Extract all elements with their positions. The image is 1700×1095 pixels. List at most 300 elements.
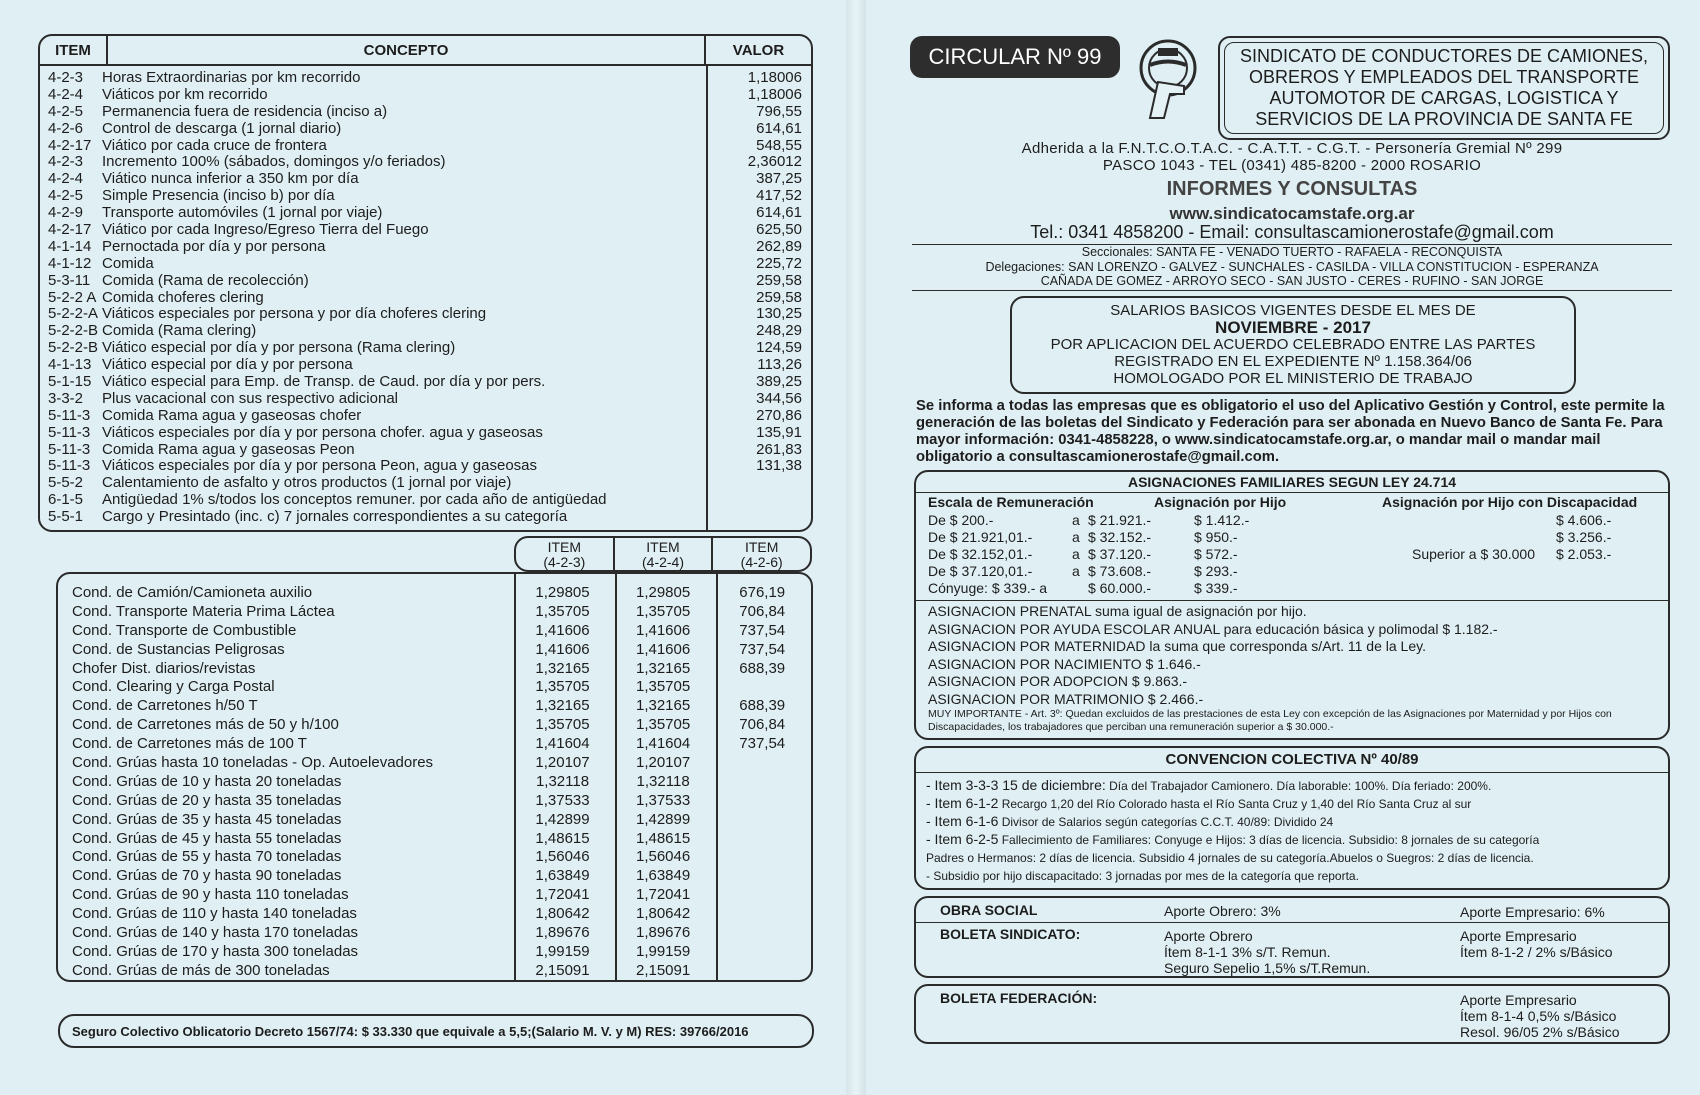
- divider: [916, 600, 1668, 601]
- value-4-2-4: 1,80642: [635, 905, 691, 923]
- convencion-box: [914, 746, 1670, 890]
- valor: 1,18006: [747, 85, 802, 103]
- value-4-2-3: 1,20107: [535, 754, 590, 772]
- item-code: 5-11-3: [48, 406, 91, 424]
- item-code: 4-2-4: [48, 85, 84, 103]
- convencion-item-text: Día del Trabajador Camionero. Día laborable: 100%. Día feriado: 200%.: [1105, 779, 1492, 793]
- seccionales-line: Seccionales: SANTA FE - VENADO TUERTO - RAFAELA - RECONQUISTA: [1081, 245, 1503, 259]
- category-name: Cond. Grúas hasta 10 toneladas - Op. Autoelevadores: [72, 754, 434, 772]
- table-row: [58, 584, 811, 603]
- obra-social-empresario: Aporte Empresario: 6%: [1460, 904, 1605, 920]
- value-4-2-3: 1,99159: [535, 942, 590, 960]
- header-item: ITEM: [40, 36, 108, 64]
- table-row: [40, 239, 811, 256]
- concepto: Viáticos especiales por día y por persona Peon, agua y gaseosas: [102, 457, 537, 475]
- convencion-title: CONVENCION COLECTIVA Nº 40/89: [916, 748, 1668, 773]
- value-4-2-6: 706,84: [739, 716, 786, 734]
- value-4-2-3: 1,56046: [535, 848, 590, 866]
- value-4-2-4: 1,41606: [635, 640, 691, 658]
- value-4-2-4: 1,99159: [635, 942, 691, 960]
- valor: [710, 492, 802, 509]
- header-col-a-l1: ITEM: [547, 539, 582, 555]
- category-name: Cond. Grúas de 45 y hasta 55 toneladas: [72, 829, 342, 847]
- convencion-item-text: Padres o Hermanos: 2 días de licencia. Subsidio 4 jornales de su categoría.Abuelos o Suegros: 2 días de licencia.: [926, 851, 1534, 865]
- table-row: [58, 886, 811, 905]
- importante-note: MUY IMPORTANTE - Art. 3º: Quedan excluidos de las prestaciones de esta Ley con excepción de las Asignaciones por Maternidad y por Hijos con Discapacidades, los trabajadores que perciban una remuneración superior a $ 30.000.-: [928, 708, 1612, 733]
- valor: 113,26: [757, 356, 802, 374]
- table-row: [58, 905, 811, 924]
- salarios-line-1: SALARIOS BASICOS VIGENTES DESDE EL MES DE: [1110, 302, 1476, 319]
- value-4-2-4: 2,15091: [635, 961, 691, 979]
- header-col-b-l2: (4-2-4): [642, 554, 685, 570]
- value-4-2-4: 1,89676: [635, 924, 691, 942]
- convencion-list: [926, 777, 1668, 885]
- value-4-2-3: 1,72041: [535, 886, 590, 904]
- table-row: [40, 222, 811, 239]
- value-4-2-6: 706,84: [739, 602, 786, 620]
- aportes-box: [914, 896, 1670, 978]
- union-logo-icon: [1136, 38, 1200, 122]
- value-4-2-3: 1,80642: [535, 905, 590, 923]
- asignacion-line: ASIGNACION POR ADOPCION $ 9.863.-: [928, 673, 1188, 689]
- salarios-line-3: POR APLICACION DEL ACUERDO CELEBRADO ENTRE LAS PARTES: [1050, 336, 1536, 353]
- table-row: [40, 138, 811, 155]
- table-row: [58, 943, 811, 962]
- concepto: Permanencia fuera de residencia (inciso a): [102, 102, 388, 120]
- asignacion-line: ASIGNACION PRENATAL suma igual de asignación por hijo.: [928, 603, 1307, 619]
- value-4-2-3: 1,48615: [535, 829, 590, 847]
- value-4-2-4: 1,72041: [635, 886, 691, 904]
- asignacion-de: Cónyuge: $ 339.- a: [928, 580, 1048, 596]
- value-4-2-6: [713, 678, 811, 697]
- table-row: [40, 205, 811, 222]
- table-row: [58, 924, 811, 943]
- concepto: Antigüedad 1% s/todos los conceptos remuner. por cada año de antigüedad: [102, 491, 607, 509]
- obrero-line-3: Seguro Sepelio 1,5% s/T.Remun.: [1164, 960, 1371, 976]
- value-4-2-6: [713, 867, 811, 886]
- value-4-2-6: 737,54: [739, 735, 786, 753]
- asignacion-a: a: [1072, 563, 1080, 579]
- valor: 614,61: [756, 204, 802, 222]
- valor: 131,38: [756, 457, 802, 475]
- table-row: [40, 70, 811, 87]
- value-4-2-6: [713, 792, 811, 811]
- circular-badge: CIRCULAR Nº 99: [910, 36, 1120, 78]
- value-4-2-6: [713, 848, 811, 867]
- item-code: 4-2-5: [48, 187, 84, 205]
- table-row: [58, 848, 811, 867]
- value-4-2-3: 1,41604: [535, 735, 590, 753]
- valor: 259,58: [756, 288, 802, 306]
- value-4-2-6: [713, 943, 811, 962]
- concepto: Viático especial por día y por persona: [102, 356, 353, 374]
- category-name: Cond. Grúas de 110 y hasta 140 toneladas: [72, 905, 357, 923]
- category-name: Cond. Transporte Materia Prima Láctea: [72, 602, 335, 620]
- value-4-2-4: 1,41604: [635, 735, 691, 753]
- value-4-2-4: 1,32165: [635, 659, 691, 677]
- convencion-item-text: Divisor de Salarios según categorías C.C.T. 40/89: Dividido 24: [998, 815, 1334, 829]
- salarios-line-4: REGISTRADO EN EL EXPEDIENTE Nº 1.158.364/06: [1114, 353, 1472, 370]
- item-code: 5-2-2-B: [48, 322, 99, 340]
- table-row: [40, 442, 811, 459]
- item-code: 4-1-13: [48, 356, 92, 374]
- convencion-item-key: - Item 6-2-5: [926, 831, 999, 847]
- valor: 225,72: [756, 254, 802, 272]
- valor: 262,89: [756, 237, 802, 255]
- valor: 248,29: [756, 322, 802, 340]
- affiliation-line: Adherida a la F.N.T.C.O.T.A.C. - C.A.T.T. - C.G.T. - Personería Gremial Nº 299: [1021, 140, 1563, 157]
- valor: 261,83: [756, 440, 802, 458]
- category-name: Cond. de Carretones más de 100 T: [72, 735, 307, 753]
- value-4-2-4: 1,41606: [635, 621, 691, 639]
- table-row: [40, 357, 811, 374]
- informes-title: INFORMES Y CONSULTAS: [1166, 178, 1418, 200]
- convencion-item-text: - Subsidio por hijo discapacitado: 3 jornadas por mes de la categoría que reporta.: [926, 869, 1359, 883]
- valor: 344,56: [756, 389, 802, 407]
- delegaciones-line-2: CAÑADA DE GOMEZ - ARROYO SECO - SAN JUSTO - CERES - RUFINO - SAN JORGE: [1040, 274, 1544, 288]
- item-code: 5-2-2-B: [48, 339, 99, 357]
- convencion-item-key: - Item 6-1-2: [926, 795, 999, 811]
- category-name: Cond. de Camión/Camioneta auxilio: [72, 584, 313, 601]
- item-code: 4-2-9: [48, 204, 84, 222]
- union-line-2: OBREROS Y EMPLEADOS DEL TRANSPORTE: [1248, 67, 1640, 87]
- valor: 548,55: [756, 136, 802, 154]
- website-link[interactable]: www.sindicatocamstafe.org.ar: [1169, 204, 1415, 223]
- table-row: [40, 290, 811, 307]
- header-col-b-l1: ITEM: [646, 539, 680, 555]
- table-row: [40, 458, 811, 475]
- table-row: [58, 867, 811, 886]
- asignacion-line: ASIGNACION POR MATRIMONIO $ 2.466.-: [928, 690, 1204, 707]
- category-name: Cond. Grúas de 70 y hasta 90 toneladas: [72, 867, 342, 885]
- concepto: Calentamiento de asfalto y otros productos (1 jornal por viaje): [102, 474, 512, 492]
- convencion-item-key: - Item 3-3-3 15 de diciembre:: [926, 777, 1106, 793]
- item-code: 5-5-1: [48, 508, 84, 526]
- concepto: Comida (Rama de recolección): [102, 271, 309, 289]
- concepto: Simple Presencia (inciso b) por día: [102, 187, 335, 205]
- value-4-2-6: 676,19: [739, 584, 786, 601]
- asignacion-hasta: $ 37.120.-: [1088, 546, 1152, 562]
- branches: [912, 245, 1672, 289]
- value-4-2-4: 1,56046: [635, 848, 691, 866]
- value-4-2-6: [713, 830, 811, 849]
- concepto: Viático por cada cruce de frontera: [102, 136, 327, 154]
- category-name: Chofer Dist. diarios/revistas: [72, 659, 256, 677]
- items-table-header: [40, 36, 811, 66]
- item-code: 5-5-2: [48, 474, 84, 492]
- value-4-2-3: 1,35705: [535, 678, 590, 696]
- item-code: 4-1-14: [48, 237, 92, 255]
- concepto: Horas Extraordinarias por km recorrido: [102, 69, 361, 86]
- table-row: [58, 962, 811, 981]
- asignacion-a: a: [1072, 529, 1080, 545]
- asignacion-hasta: $ 21.921.-: [1088, 512, 1152, 528]
- table-row: [58, 811, 811, 830]
- value-4-2-4: 1,35705: [635, 716, 691, 734]
- value-4-2-3: 1,35705: [535, 716, 590, 734]
- value-4-2-4: 1,37533: [635, 791, 691, 809]
- convencion-item: [926, 831, 1668, 849]
- asignacion-hasta: $ 60.000.-: [1088, 580, 1152, 596]
- asignacion-de: De $ 200.-: [928, 512, 994, 528]
- table-row: [58, 830, 811, 849]
- concepto: Comida (Rama clering): [102, 322, 257, 340]
- valor: 259,58: [756, 271, 802, 289]
- value-4-2-3: 1,29805: [535, 584, 590, 601]
- asignacion-line: ASIGNACION POR AYUDA ESCOLAR ANUAL para educación básica y polimodal $ 1.182.-: [928, 620, 1498, 637]
- asignaciones-title: ASIGNACIONES FAMILIARES SEGUN LEY 24.714: [1127, 474, 1457, 490]
- valor: 417,52: [756, 187, 802, 205]
- concepto: Comida Rama agua y gaseosas Peon: [102, 440, 355, 458]
- category-name: Cond. Grúas de 20 y hasta 35 toneladas: [72, 791, 342, 809]
- category-name: Cond. de Sustancias Peligrosas: [72, 640, 285, 658]
- affiliation: [912, 140, 1672, 174]
- valor: 1,18006: [747, 69, 802, 86]
- convencion-item: [926, 849, 1668, 867]
- table-row: [58, 773, 811, 792]
- item-code: 5-2-2 A: [48, 288, 97, 306]
- rates-table-header: [514, 536, 812, 572]
- table-row: [40, 408, 811, 425]
- valor: 270,86: [756, 406, 802, 424]
- boleta-federacion-empresario: [1460, 992, 1620, 1040]
- concepto: Viáticos especiales por persona y por día choferes clering: [102, 305, 487, 323]
- union-name-box: [1218, 36, 1670, 140]
- union-line-1: SINDICATO DE CONDUCTORES DE CAMIONES,: [1239, 46, 1649, 66]
- category-name: Cond. de Carretones más de 50 y h/100: [72, 716, 339, 734]
- value-4-2-3: 1,35705: [535, 602, 590, 620]
- table-row: [40, 256, 811, 273]
- table-row: [40, 273, 811, 290]
- item-code: 4-2-3: [48, 153, 84, 171]
- value-4-2-6: [713, 811, 811, 830]
- category-name: Cond. Grúas de más de 300 toneladas: [72, 961, 330, 979]
- salarios-box: [1010, 296, 1576, 394]
- asignacion-a: a: [1072, 546, 1080, 562]
- col-escala: Escala de Remuneración: [928, 494, 1094, 510]
- valor: 2,36012: [747, 153, 802, 171]
- header-col-b: [613, 538, 712, 570]
- value-4-2-3: 1,41606: [535, 640, 590, 658]
- concepto: Plus vacacional con sus respectivo adicional: [102, 389, 398, 407]
- divider: [912, 290, 1672, 291]
- value-4-2-3: 1,32118: [535, 772, 590, 790]
- concepto: Cargo y Presintado (inc. c) 7 jornales correspondientes a su categoría: [102, 508, 568, 526]
- fed-line-3: Resol. 96/05 2% s/Básico: [1460, 1024, 1620, 1040]
- valor: 614,61: [756, 119, 802, 137]
- table-row: [58, 603, 811, 622]
- concepto: Pernoctada por día y por persona: [102, 237, 326, 255]
- table-row: [40, 323, 811, 340]
- table-row: [58, 641, 811, 660]
- asignacion-disc: $ 3.256.-: [1556, 529, 1612, 545]
- rates-table-body: [58, 584, 811, 981]
- union-line-4: SERVICIOS DE LA PROVINCIA DE SANTA FE: [1255, 109, 1633, 129]
- concepto: Transporte automóviles (1 jornal por viaje): [102, 204, 383, 222]
- convencion-item-text: Recargo 1,20 del Río Colorado hasta el Río Santa Cruz y 1,40 del Río Santa Cruz al sur: [998, 797, 1472, 811]
- asignacion-hijo: $ 293.-: [1194, 563, 1238, 579]
- table-row: [40, 104, 811, 121]
- item-code: 4-2-4: [48, 170, 84, 188]
- valor: [710, 509, 802, 526]
- divider: [916, 492, 1668, 493]
- concepto: Comida: [102, 254, 154, 272]
- category-name: Cond. Grúas de 90 y hasta 110 toneladas: [72, 886, 349, 904]
- col-discapacidad: Asignación por Hijo con Discapacidad: [1382, 494, 1638, 510]
- table-row: [58, 754, 811, 773]
- value-4-2-3: 1,41606: [535, 621, 590, 639]
- boleta-federacion-box: [914, 984, 1670, 1044]
- table-row: [58, 735, 811, 754]
- convencion-item: [926, 813, 1668, 831]
- address-line: PASCO 1043 - TEL (0341) 485-8200 - 2000 ROSARIO: [1102, 157, 1482, 174]
- concepto: Viático nunca inferior a 350 km por día: [102, 170, 359, 188]
- category-name: Cond. Grúas de 170 y hasta 300 toneladas: [72, 942, 359, 960]
- table-row: [40, 188, 811, 205]
- header-col-c-l2: (4-2-6): [740, 554, 783, 570]
- table-row: [40, 306, 811, 323]
- header-col-c: [711, 538, 810, 570]
- value-4-2-4: 1,42899: [635, 810, 691, 828]
- table-row: [40, 509, 811, 526]
- item-code: 4-2-17: [48, 221, 92, 239]
- salarios-line-5: HOMOLOGADO POR EL MINISTERIO DE TRABAJO: [1113, 370, 1473, 387]
- table-row: [58, 697, 811, 716]
- table-row: [58, 622, 811, 641]
- col-hijo: Asignación por Hijo: [1154, 494, 1287, 510]
- header-concepto: CONCEPTO: [108, 36, 706, 64]
- value-4-2-4: 1,35705: [635, 602, 691, 620]
- item-code: 5-11-3: [48, 440, 91, 458]
- union-line-3: AUTOMOTOR DE CARGAS, LOGISTICA Y: [1269, 88, 1619, 108]
- value-4-2-4: 1,35705: [635, 678, 691, 696]
- items-table: [38, 34, 813, 532]
- contact-line: Tel.: 0341 4858200 - Email: consultascamionerostafe@gmail.com: [1030, 222, 1554, 242]
- valor: 130,25: [756, 305, 802, 323]
- category-name: Cond. Transporte de Combustible: [72, 621, 297, 639]
- item-code: 5-3-11: [48, 271, 91, 289]
- seguro-note: Seguro Colectivo Oblicatorio Decreto 1567/74: $ 33.330 que equivale a 5,5;(Salario M. V. y M) RES: 39766/2016: [58, 1014, 814, 1048]
- convencion-item: [926, 777, 1668, 795]
- value-4-2-3: 1,37533: [535, 791, 590, 809]
- boleta-sindicato-obrero: [1164, 928, 1370, 976]
- asignacion-de: De $ 37.120,01.-: [928, 563, 1033, 579]
- value-4-2-6: [713, 924, 811, 943]
- asignacion-disc-label: Superior a $ 30.000: [1412, 546, 1535, 562]
- value-4-2-4: 1,20107: [635, 754, 691, 772]
- table-row: [40, 154, 811, 171]
- value-4-2-6: [713, 962, 811, 981]
- valor: 625,50: [756, 221, 802, 239]
- concepto: Control de descarga (1 jornal diario): [102, 119, 342, 137]
- empresario-line-2: Ítem 8-1-2 / 2% s/Básico: [1460, 944, 1613, 960]
- convencion-item: [926, 795, 1668, 813]
- table-row: [40, 374, 811, 391]
- table-row: [40, 340, 811, 357]
- item-code: 3-3-2: [48, 389, 84, 407]
- asignacion-de: De $ 21.921,01.-: [928, 529, 1033, 545]
- concepto: Viático especial por día y por persona (Rama clering): [102, 339, 456, 357]
- value-4-2-3: 1,42899: [535, 810, 590, 828]
- table-row: [40, 391, 811, 408]
- convencion-item: [926, 867, 1668, 885]
- category-name: Cond. Grúas de 10 y hasta 20 toneladas: [72, 772, 342, 790]
- convencion-item-text: Fallecimiento de Familiares: Conyuge e Hijos: 3 días de licencia. Subsidio: 8 jornales de su categoría: [998, 833, 1540, 847]
- value-4-2-3: 1,89676: [535, 924, 590, 942]
- value-4-2-4: 1,29805: [635, 584, 691, 601]
- valor: 796,55: [756, 102, 802, 120]
- aplicativo-notice: Se informa a todas las empresas que es obligatorio el uso del Aplicativo Gestión y Control, este permite la generación de las boletas del Sindicato y Federación para ser abonada en Nuevo Banco de Santa Fe. Para mayor información: 0341-4858228, o www.sindicatocamstafe.org.ar, o mandar mail o mandar mail obligatorio a consultascamionerostafe@gmail.com.: [916, 398, 1665, 465]
- concepto: Viático por cada Ingreso/Egreso Tierra del Fuego: [102, 221, 429, 239]
- value-4-2-4: 1,48615: [635, 829, 691, 847]
- category-name: Cond. Grúas de 55 y hasta 70 toneladas: [72, 848, 342, 866]
- value-4-2-6: 688,39: [739, 659, 786, 677]
- item-code: 5-2-2-A: [48, 305, 99, 323]
- table-row: [40, 171, 811, 188]
- convencion-item-key: - Item 6-1-6: [926, 813, 999, 829]
- item-code: 4-2-6: [48, 119, 84, 137]
- obra-social-obrero: Aporte Obrero: 3%: [1164, 903, 1281, 919]
- concepto: Viáticos especiales por día y por persona chofer. agua y gaseosas: [102, 423, 543, 441]
- value-4-2-6: [713, 773, 811, 792]
- valor: 387,25: [756, 170, 802, 188]
- rates-table: [56, 572, 813, 982]
- item-code: 4-2-3: [48, 69, 84, 86]
- fed-line-1: Aporte Empresario: [1460, 992, 1577, 1008]
- concepto: Incremento 100% (sábados, domingos y/o feriados): [102, 153, 446, 171]
- table-row: [40, 121, 811, 138]
- boleta-sindicato-label: BOLETA SINDICATO:: [940, 926, 1081, 942]
- value-4-2-6: 737,54: [739, 621, 786, 639]
- item-code: 5-11-3: [48, 457, 91, 475]
- asignacion-disc: $ 4.606.-: [1556, 512, 1612, 528]
- items-table-body: [40, 70, 811, 526]
- table-row: [40, 475, 811, 492]
- value-4-2-6: [713, 905, 811, 924]
- category-name: Cond. Clearing y Carga Postal: [72, 678, 275, 696]
- obrero-line-1: Aporte Obrero: [1164, 928, 1253, 944]
- item-code: 4-1-12: [48, 254, 92, 272]
- category-name: Cond. Grúas de 140 y hasta 170 toneladas: [72, 924, 359, 942]
- concepto: Viáticos por km recorrido: [102, 85, 268, 103]
- valor: 135,91: [756, 423, 802, 441]
- empresario-line-1: Aporte Empresario: [1460, 928, 1577, 944]
- item-code: 5-11-3: [48, 423, 91, 441]
- value-4-2-4: 1,32118: [636, 772, 690, 790]
- delegaciones-line-1: Delegaciones: SAN LORENZO - GALVEZ - SUNCHALES - CASILDA - VILLA CONSTITUCION - ESPERANZA: [985, 259, 1599, 274]
- category-name: Cond. de Carretones h/50 T: [72, 697, 258, 715]
- value-4-2-3: 1,63849: [535, 867, 590, 885]
- header-col-c-l1: ITEM: [744, 539, 779, 555]
- value-4-2-3: 2,15091: [535, 961, 590, 979]
- asignacion-hijo: $ 1.412.-: [1194, 512, 1250, 528]
- table-row: [58, 678, 811, 697]
- asignacion-hijo: $ 339.-: [1194, 580, 1238, 596]
- value-4-2-3: 1,32165: [535, 697, 590, 715]
- header-valor: VALOR: [732, 41, 785, 59]
- table-row: [58, 792, 811, 811]
- valor: [710, 475, 802, 492]
- table-row: [58, 716, 811, 735]
- header-col-a: [516, 538, 613, 570]
- boleta-federacion-label: BOLETA FEDERACIÓN:: [940, 990, 1098, 1006]
- table-row: [40, 425, 811, 442]
- value-4-2-4: 1,32165: [635, 697, 691, 715]
- value-4-2-6: 688,39: [739, 697, 786, 715]
- table-row: [40, 87, 811, 104]
- obrero-line-2: Ítem 8-1-1 3% s/T. Remun.: [1164, 944, 1331, 960]
- asignacion-a: a: [1072, 512, 1080, 528]
